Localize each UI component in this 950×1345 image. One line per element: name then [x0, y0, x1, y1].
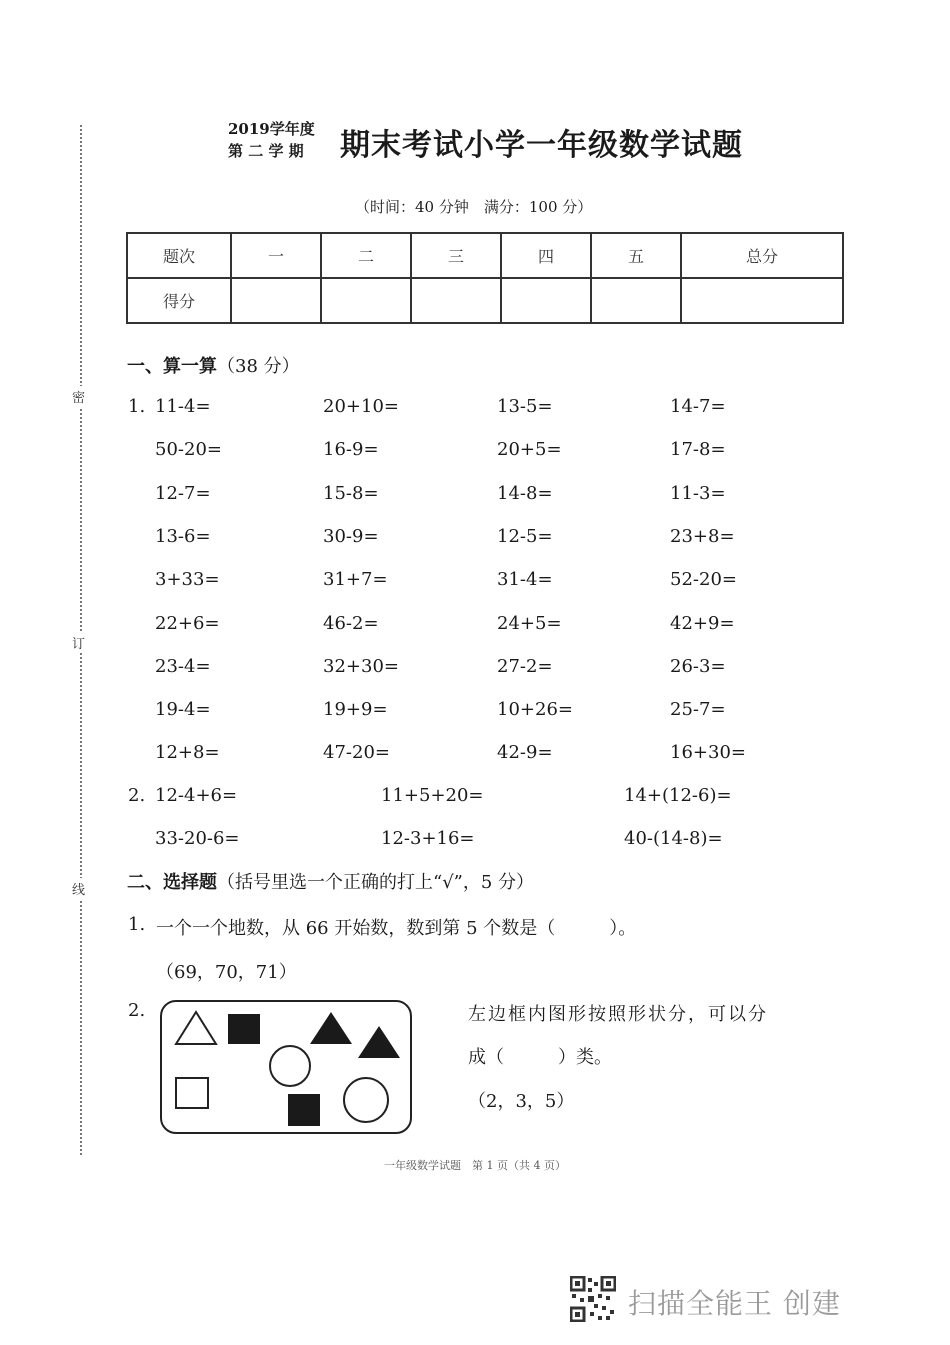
section2-q2-options: （2，3，5）	[468, 1091, 575, 1112]
score-row-label: 得分	[127, 278, 231, 323]
calc-problem: 12+8=	[155, 742, 220, 763]
calc-problem: 17-8=	[670, 439, 726, 460]
school-year-label	[228, 118, 315, 162]
score-header-cell: 四	[501, 233, 591, 278]
score-header-cell: 二	[321, 233, 411, 278]
score-table-header-row	[127, 233, 843, 278]
calc-problem: 32+30=	[323, 656, 399, 677]
calc-problem: 42-9=	[497, 742, 553, 763]
calc-problem: 23-4=	[155, 656, 211, 677]
score-header-cell: 五	[591, 233, 681, 278]
calc-problem: 31+7=	[323, 569, 388, 590]
school-year-line1: 2019学年度	[228, 120, 315, 138]
calc-problem: 12-5=	[497, 526, 553, 547]
calc-problem: 13-5=	[497, 396, 553, 417]
section2-instruction: （括号里选一个正确的打上“√”，5 分）	[217, 872, 535, 893]
score-blank-cell	[321, 278, 411, 323]
calc-problem: 19+9=	[323, 699, 388, 720]
calc-mixed-problem: 14+(12-6)=	[624, 785, 732, 806]
calc-problem: 22+6=	[155, 613, 220, 634]
section2-q1-options: （69，70，71）	[156, 962, 297, 983]
filled-square-shape	[228, 1014, 260, 1044]
exam-time-info: （时间：40 分钟 满分：100 分）	[355, 198, 593, 216]
section1-label: 一、算一算	[127, 356, 217, 377]
exam-title: 期末考试小学一年级数学试题	[340, 128, 743, 163]
calc-problem: 23+8=	[670, 526, 735, 547]
calc-problem: 50-20=	[155, 439, 222, 460]
section1-points: （38 分）	[217, 356, 300, 377]
score-blank-cell	[681, 278, 843, 323]
calc-problem: 11-3=	[670, 483, 726, 504]
score-header-cell: 一	[231, 233, 321, 278]
score-table-score-row	[127, 278, 843, 323]
calc-problem: 14-7=	[670, 396, 726, 417]
scanner-watermark-text: 扫描全能王 创建	[628, 1287, 841, 1320]
score-blank-cell	[231, 278, 321, 323]
section2-q2-text-line2: 成（ ）类。	[468, 1047, 612, 1068]
calc-problem: 3+33=	[155, 569, 220, 590]
calc-problem: 46-2=	[323, 613, 379, 634]
calc-problem: 19-4=	[155, 699, 211, 720]
calc-problem: 11-4=	[155, 396, 211, 417]
margin-char-xian: 线	[72, 878, 85, 899]
calc-problem: 26-3=	[670, 656, 726, 677]
calc-problem: 27-2=	[497, 656, 553, 677]
calc-problem: 14-8=	[497, 483, 553, 504]
calc-problem: 42+9=	[670, 613, 735, 634]
calc-problem: 20+10=	[323, 396, 399, 417]
shape-group	[162, 1002, 410, 1132]
section1-q2-number: 2.	[128, 785, 146, 806]
calc-problem: 15-8=	[323, 483, 379, 504]
calc-problem: 47-20=	[323, 742, 390, 763]
shape-frame	[160, 1000, 412, 1134]
section2-q1-number: 1.	[128, 914, 146, 935]
filled-triangle-shape-2	[358, 1026, 400, 1058]
score-blank-cell	[501, 278, 591, 323]
section1-heading	[127, 352, 300, 378]
calc-problem: 13-6=	[155, 526, 211, 547]
calc-mixed-problem: 12-3+16=	[381, 828, 475, 849]
score-blank-cell	[411, 278, 501, 323]
calc-problem: 16-9=	[323, 439, 379, 460]
margin-char-mi: 密	[72, 386, 85, 407]
score-blank-cell	[591, 278, 681, 323]
margin-char-ding: 订	[72, 632, 85, 653]
score-header-cell: 总分	[681, 233, 843, 278]
section2-label: 二、选择题	[127, 872, 217, 893]
hollow-triangle-shape	[176, 1012, 216, 1044]
calc-problem: 16+30=	[670, 742, 746, 763]
section2-heading	[127, 868, 534, 894]
calc-problem: 10+26=	[497, 699, 573, 720]
score-header-cell: 题次	[127, 233, 231, 278]
calc-problem: 25-7=	[670, 699, 726, 720]
calc-problem: 20+5=	[497, 439, 562, 460]
hollow-square-shape	[176, 1078, 208, 1108]
hollow-circle-shape-1	[270, 1046, 310, 1086]
school-year-line2: 第 二 学 期	[228, 142, 304, 160]
section2-q2-text-line1: 左边框内图形按照形状分，可以分	[468, 1004, 768, 1025]
score-table	[126, 232, 844, 324]
section2-q2-number: 2.	[128, 1000, 146, 1021]
hollow-circle-shape-2	[344, 1078, 388, 1122]
score-header-cell: 三	[411, 233, 501, 278]
calc-mixed-problem: 33-20-6=	[155, 828, 240, 849]
calc-mixed-problem: 12-4+6=	[155, 785, 238, 806]
calc-mixed-problem: 40-(14-8)=	[624, 828, 723, 849]
calc-problem: 30-9=	[323, 526, 379, 547]
filled-square-shape-2	[288, 1094, 320, 1126]
qr-code-icon	[570, 1276, 616, 1322]
calc-problem: 24+5=	[497, 613, 562, 634]
calc-problem: 31-4=	[497, 569, 553, 590]
page-footer: 一年级数学试题 第 1 页（共 4 页）	[384, 1159, 566, 1172]
filled-triangle-shape-1	[310, 1012, 352, 1044]
section2-q1-text: 一个一个地数，从 66 开始数，数到第 5 个数是（ ）。	[156, 918, 637, 939]
calc-problem: 52-20=	[670, 569, 737, 590]
section1-q1-number: 1.	[128, 396, 146, 417]
calc-mixed-problem: 11+5+20=	[381, 785, 484, 806]
calc-problem: 12-7=	[155, 483, 211, 504]
